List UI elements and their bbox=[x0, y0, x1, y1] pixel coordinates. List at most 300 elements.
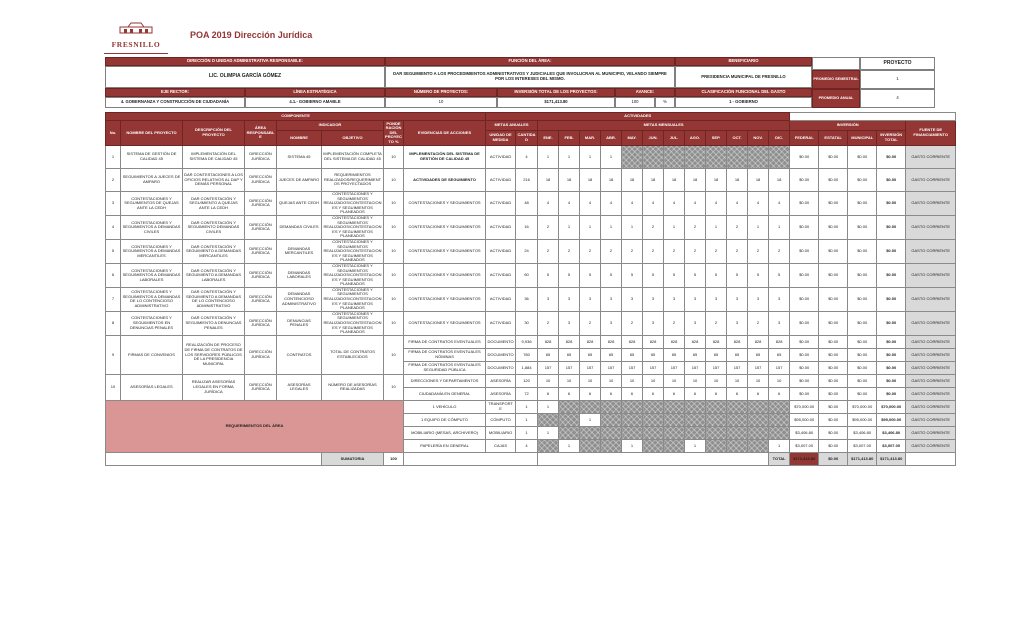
cell-mes-3: 828 bbox=[580, 335, 601, 348]
cell-mes-6 bbox=[643, 400, 664, 413]
cell-inversion-total: $0.00 bbox=[877, 192, 906, 216]
cell-mes-5: 2 bbox=[622, 239, 643, 263]
header-block bbox=[105, 57, 935, 108]
col-area-responsable: ÁREA RESPONSABLE bbox=[245, 121, 277, 146]
cell-fuente: GASTO CORRIENTE bbox=[906, 426, 956, 439]
cell-federal: $0.00 bbox=[790, 335, 819, 348]
cell-no: 7 bbox=[106, 287, 121, 311]
cell-municipal: $95,000.00 bbox=[848, 413, 877, 426]
cell-mes-8 bbox=[685, 426, 706, 439]
cell-mes-4: 65 bbox=[601, 348, 622, 361]
cell-mes-1: 18 bbox=[538, 169, 559, 192]
col-federal: FEDERAL bbox=[790, 131, 819, 146]
cell-municipal: $0.00 bbox=[848, 348, 877, 361]
cell-unidad: ASESORÍA bbox=[486, 374, 516, 387]
cell-mes-11: 2 bbox=[748, 239, 769, 263]
cell-cantidad: 30 bbox=[516, 311, 538, 335]
cell-inversion-total: $0.00 bbox=[877, 361, 906, 374]
beneficiario-value: PRESIDENCIA MUNICIPAL DE FRESNILLO bbox=[675, 66, 812, 88]
cell-federal: $0.00 bbox=[790, 374, 819, 387]
promedio-semestral-value: 1 bbox=[860, 70, 935, 89]
cell-indicador-objetivo: CONTESTACIONES Y SEGUIMIENTOS REALIZADOS/CONTESTACIONES Y SEGUIMIENTOS PLANEADOS bbox=[322, 287, 384, 311]
footer-row bbox=[106, 452, 956, 465]
cell-fuente: GASTO CORRIENTE bbox=[906, 348, 956, 361]
cell-mes-12 bbox=[769, 413, 790, 426]
cell-mes-7: 5 bbox=[664, 263, 685, 287]
cell-fuente: GASTO CORRIENTE bbox=[906, 311, 956, 335]
cell-mes-1: 10 bbox=[538, 374, 559, 387]
promedio-anual-value: 4 bbox=[860, 89, 935, 108]
cell-fuente: GASTO CORRIENTE bbox=[906, 361, 956, 374]
cell-mes-6: 2 bbox=[643, 239, 664, 263]
cell-mes-2 bbox=[559, 426, 580, 439]
cell-mes-12: 4 bbox=[769, 192, 790, 216]
cell-evidencia: FIRMA DE CONTRATOS EVENTUALES NÓMINAS bbox=[404, 348, 486, 361]
cell-mes-10: 5 bbox=[727, 263, 748, 287]
cell-descripcion: DAR CONTESTACIÓN Y SEGUIMIENTO A DENUNCIAS PENALES bbox=[183, 311, 245, 335]
cell-descripcion: DAR CONTESTACIÓN Y SEGUIMIENTO A DEMANDAS LABORALES bbox=[183, 263, 245, 287]
cell-mes-5: 3 bbox=[622, 287, 643, 311]
cell-mes-5: 6 bbox=[622, 387, 643, 400]
eje-rector-label: EJE RECTOR: bbox=[105, 88, 245, 97]
cell-nombre: SEGUIMIENTOS A JUECES DE AMPARO bbox=[121, 169, 183, 192]
cell-mes-1: 2 bbox=[538, 215, 559, 239]
cell-mes-12 bbox=[769, 400, 790, 413]
cell-mes-12 bbox=[769, 146, 790, 169]
cell-fuente: GASTO CORRIENTE bbox=[906, 263, 956, 287]
total-value-3: $171,413.80 bbox=[848, 452, 877, 465]
cell-mes-4: 3 bbox=[601, 311, 622, 335]
cell-mes-11: 4 bbox=[748, 192, 769, 216]
cell-mes-5: 5 bbox=[622, 263, 643, 287]
cell-municipal: $0.00 bbox=[848, 169, 877, 192]
col-mes-11: NOV. bbox=[748, 131, 769, 146]
cell-inversion-total: $0.00 bbox=[877, 335, 906, 348]
table-row bbox=[106, 146, 956, 169]
cell-mes-10: 2 bbox=[727, 239, 748, 263]
cell-mes-1: 2 bbox=[538, 239, 559, 263]
table-row bbox=[106, 192, 956, 216]
cell-mes-12: 3 bbox=[769, 287, 790, 311]
cell-mes-8 bbox=[685, 146, 706, 169]
num-proyectos-value: 10 bbox=[385, 97, 497, 108]
cell-no: 6 bbox=[106, 263, 121, 287]
cell-mes-5: 18 bbox=[622, 169, 643, 192]
cell-mes-4: 5 bbox=[601, 263, 622, 287]
sumatoria-value: 100 bbox=[384, 452, 404, 465]
cell-mes-8: 6 bbox=[685, 387, 706, 400]
cell-inversion-total: $3,007.00 bbox=[877, 439, 906, 452]
total-value-4: $171,413.80 bbox=[877, 452, 906, 465]
cell-estatal: $0.00 bbox=[819, 413, 848, 426]
cell-mes-11 bbox=[748, 439, 769, 452]
proyecto-box-spacer bbox=[812, 57, 860, 70]
cell-area: DIRECCIÓN JURÍDICA bbox=[245, 287, 277, 311]
cell-mes-2: 1 bbox=[559, 439, 580, 452]
cell-mes-7 bbox=[664, 426, 685, 439]
cell-mes-10: 10 bbox=[727, 374, 748, 387]
beneficiario-label: BENEFICIARIO bbox=[675, 57, 812, 66]
cell-unidad: DOCUMENTO bbox=[486, 335, 516, 348]
cell-ponderacion: 10 bbox=[384, 239, 404, 263]
sumatoria-label: SUMATORIA bbox=[322, 452, 384, 465]
proyecto-label: PROYECTO bbox=[860, 57, 935, 70]
cell-area: DIRECCIÓN JURÍDICA bbox=[245, 215, 277, 239]
cell-no: 8 bbox=[106, 311, 121, 335]
cell-ponderacion: 10 bbox=[384, 169, 404, 192]
cell-cantidad: 1 bbox=[516, 413, 538, 426]
cell-mes-7: 2 bbox=[664, 311, 685, 335]
cell-mes-3: 5 bbox=[580, 263, 601, 287]
cell-mes-12: 1 bbox=[769, 439, 790, 452]
col-cantidad: CANTIDAD bbox=[516, 131, 538, 146]
cell-ponderacion: 10 bbox=[384, 146, 404, 169]
cell-fuente: GASTO CORRIENTE bbox=[906, 192, 956, 216]
cell-descripcion: DAR CONTESTACIÓN Y SEGUIMIENTO DEMANDAS CIVILES bbox=[183, 215, 245, 239]
cell-mes-6: 18 bbox=[643, 169, 664, 192]
cell-indicador-objetivo: CONTESTACIONES Y SEGUIMIENTOS REALIZADOS/CONTESTACIONES Y SEGUIMIENTOS PLANEADOS bbox=[322, 263, 384, 287]
cell-mes-11 bbox=[748, 400, 769, 413]
cell-mes-3: 6 bbox=[580, 387, 601, 400]
cell-evidencia: IMPLEMENTACIÓN DEL SISTEMA DE GESTIÓN DE CALIDAD 45 bbox=[404, 146, 486, 169]
cell-mes-9: 1 bbox=[706, 215, 727, 239]
cell-fuente: GASTO CORRIENTE bbox=[906, 413, 956, 426]
cell-mes-1: 1 bbox=[538, 426, 559, 439]
cell-unidad: TRANSPORTE bbox=[486, 400, 516, 413]
col-indicador-nombre: NOMBRE bbox=[277, 131, 322, 146]
cell-mes-5: 4 bbox=[622, 192, 643, 216]
cell-mes-10 bbox=[727, 400, 748, 413]
cell-mes-2: 3 bbox=[559, 311, 580, 335]
cell-municipal: $0.00 bbox=[848, 361, 877, 374]
cell-mes-9: 6 bbox=[706, 387, 727, 400]
cell-no: 3 bbox=[106, 192, 121, 216]
cell-estatal: $0.00 bbox=[819, 287, 848, 311]
cell-mes-6: 5 bbox=[643, 263, 664, 287]
cell-federal: $0.00 bbox=[790, 169, 819, 192]
cell-mes-11 bbox=[748, 146, 769, 169]
cell-ponderacion: 10 bbox=[384, 192, 404, 216]
cell-municipal: $0.00 bbox=[848, 215, 877, 239]
col-unidad-medida: UNIDAD DE MEDIDA bbox=[486, 131, 516, 146]
cell-ponderacion: 10 bbox=[384, 287, 404, 311]
cell-evidencia: CIUDADANÍA EN GENERAL bbox=[404, 387, 486, 400]
cell-nombre: CONTESTACIONES Y SEGUIMIENTOS DE QUEJAS ANTE LA CEDH bbox=[121, 192, 183, 216]
cell-evidencia: 1 VEHÍCULO bbox=[404, 400, 486, 413]
cell-mes-6: 3 bbox=[643, 287, 664, 311]
cell-estatal: $0.00 bbox=[819, 348, 848, 361]
cell-mes-4: 6 bbox=[601, 387, 622, 400]
cell-federal: $0.00 bbox=[790, 263, 819, 287]
col-mes-7: JUL. bbox=[664, 131, 685, 146]
cell-mes-4: 1 bbox=[601, 215, 622, 239]
cell-mes-9 bbox=[706, 426, 727, 439]
logo-rule bbox=[104, 53, 168, 54]
table-row bbox=[106, 169, 956, 192]
cell-mes-9: 157 bbox=[706, 361, 727, 374]
cell-mes-6 bbox=[643, 146, 664, 169]
cell-mes-7: 4 bbox=[664, 192, 685, 216]
logo-text: FRESNILLO bbox=[111, 40, 161, 49]
cell-mes-1 bbox=[538, 439, 559, 452]
cell-inversion-total: $0.00 bbox=[877, 348, 906, 361]
cell-estatal: $0.00 bbox=[819, 215, 848, 239]
cell-nombre: FIRMAS DE CONVENIOS bbox=[121, 335, 183, 374]
cell-mes-3: 2 bbox=[580, 311, 601, 335]
num-proyectos-label: NÚMERO DE PROYECTOS: bbox=[385, 88, 497, 97]
col-inversion-total: INVERSIÓN TOTAL bbox=[877, 131, 906, 146]
eje-rector-value: 4. GOBERNANZA Y CONSTRUCCIÓN DE CIUDADANÍA bbox=[105, 97, 245, 108]
cell-mes-4: 4 bbox=[601, 192, 622, 216]
funcion-label: FUNCIÓN DEL ÁREA: bbox=[385, 57, 675, 66]
cell-indicador-objetivo: CONTESTACIONES Y SEGUIMIENTOS REALIZADOS/CONTESTACIONES Y SEGUIMIENTOS PLANEADOS bbox=[322, 311, 384, 335]
cell-cantidad: 72 bbox=[516, 387, 538, 400]
cell-mes-12: 2 bbox=[769, 239, 790, 263]
cell-mes-11: 18 bbox=[748, 169, 769, 192]
cell-mes-3 bbox=[580, 426, 601, 439]
cell-mes-11: 828 bbox=[748, 335, 769, 348]
cell-nombre: CONTESTACIONES Y SEGUIMIENTOS A DEMANDAS CIVILES bbox=[121, 215, 183, 239]
cell-mes-9: 2 bbox=[706, 239, 727, 263]
cell-mes-11: 157 bbox=[748, 361, 769, 374]
cell-evidencia: ACTIVIDADES DE SEGUIMIENTO bbox=[404, 169, 486, 192]
col-descripcion-proyecto: DESCRIPCIÓN DEL PROYECTO bbox=[183, 121, 245, 146]
table-row bbox=[106, 287, 956, 311]
cell-cantidad: 4 bbox=[516, 146, 538, 169]
cell-mes-12: 65 bbox=[769, 348, 790, 361]
col-mes-8: AGO. bbox=[685, 131, 706, 146]
cell-mes-7: 10 bbox=[664, 374, 685, 387]
cell-mes-11: 2 bbox=[748, 311, 769, 335]
cell-fuente: GASTO CORRIENTE bbox=[906, 239, 956, 263]
cell-indicador-objetivo: CONTESTACIONES Y SEGUIMIENTOS REALIZADOS/CONTESTACIONES Y SEGUIMIENTOS PLANEADOS bbox=[322, 239, 384, 263]
cell-mes-6: 2 bbox=[643, 215, 664, 239]
cell-mes-10 bbox=[727, 146, 748, 169]
cell-mes-1: 3 bbox=[538, 287, 559, 311]
cell-mes-3: 157 bbox=[580, 361, 601, 374]
cell-mes-9: 2 bbox=[706, 311, 727, 335]
cell-cantidad: 120 bbox=[516, 374, 538, 387]
cell-inversion-total: $0.00 bbox=[877, 215, 906, 239]
cell-unidad: ACTIVIDAD bbox=[486, 311, 516, 335]
cell-mes-10: 65 bbox=[727, 348, 748, 361]
cell-mes-11: 5 bbox=[748, 263, 769, 287]
cell-evidencia: PAPELERÍA EN GENERAL bbox=[404, 439, 486, 452]
cell-mes-10 bbox=[727, 413, 748, 426]
cell-federal: $3,406.80 bbox=[790, 426, 819, 439]
cell-indicador-objetivo: TOTAL DE CONTRATOS ESTABLECIDOS bbox=[322, 335, 384, 374]
cell-municipal: $0.00 bbox=[848, 146, 877, 169]
cell-indicador-nombre: ASESORÍAS LEGALES bbox=[277, 374, 322, 400]
cell-area: DIRECCIÓN JURÍDICA bbox=[245, 169, 277, 192]
cell-ponderacion: 10 bbox=[384, 374, 404, 400]
cell-indicador-nombre: DEMANDAS CONTENCIOSO ADMINISTRATIVO bbox=[277, 287, 322, 311]
cell-federal: $0.00 bbox=[790, 215, 819, 239]
cell-mes-8: 18 bbox=[685, 169, 706, 192]
cell-mes-7: 2 bbox=[664, 239, 685, 263]
cell-nombre: CONTESTACIONES Y SEGUIMIENTOS A DEMANDAS MERCANTILES bbox=[121, 239, 183, 263]
cell-no: 1 bbox=[106, 146, 121, 169]
cell-indicador-nombre: DEMANDAS LABORALES bbox=[277, 263, 322, 287]
linea-estrategica-label: LÍNEA ESTRATÉGICA bbox=[245, 88, 385, 97]
cell-municipal: $0.00 bbox=[848, 287, 877, 311]
cell-mes-5 bbox=[622, 400, 643, 413]
cell-inversion-total: $0.00 bbox=[877, 311, 906, 335]
cell-municipal: $3,007.00 bbox=[848, 439, 877, 452]
cell-mes-10: 828 bbox=[727, 335, 748, 348]
cell-area: DIRECCIÓN JURÍDICA bbox=[245, 311, 277, 335]
cell-municipal: $3,406.80 bbox=[848, 426, 877, 439]
cell-ponderacion: 10 bbox=[384, 335, 404, 374]
cell-evidencia: FIRMA DE CONTRATOS EVENTUALES SEGURIDAD PÚBLICA bbox=[404, 361, 486, 374]
cell-no: 2 bbox=[106, 169, 121, 192]
cell-inversion-total: $0.00 bbox=[877, 374, 906, 387]
cell-indicador-objetivo: CONTESTACIONES Y SEGUIMIENTOS REALIZADOS/CONTESTACIONES Y SEGUIMIENTOS PLANEADOS bbox=[322, 192, 384, 216]
cell-mes-4: 2 bbox=[601, 239, 622, 263]
clasificacion-value: 1 - GOBIERNO bbox=[675, 97, 812, 108]
cell-mes-2: 3 bbox=[559, 287, 580, 311]
cell-federal: $70,000.00 bbox=[790, 400, 819, 413]
cell-mes-12: 6 bbox=[769, 387, 790, 400]
cell-nombre: SISTEMA DE GESTIÓN DE CALIDAD 45 bbox=[121, 146, 183, 169]
cell-municipal: $0.00 bbox=[848, 387, 877, 400]
cell-mes-3 bbox=[580, 439, 601, 452]
cell-mes-6: 4 bbox=[643, 192, 664, 216]
cell-descripcion: REALIZAR ASESORÍAS LEGALES EN FORMA JURÍDICA bbox=[183, 374, 245, 400]
cell-mes-6 bbox=[643, 413, 664, 426]
cell-mes-1: 4 bbox=[538, 192, 559, 216]
cell-mes-9 bbox=[706, 413, 727, 426]
cell-mes-7: 1 bbox=[664, 215, 685, 239]
cell-area: DIRECCIÓN JURÍDICA bbox=[245, 146, 277, 169]
cell-mes-10: 6 bbox=[727, 387, 748, 400]
cell-cantidad: 24 bbox=[516, 239, 538, 263]
cell-area: DIRECCIÓN JURÍDICA bbox=[245, 263, 277, 287]
cell-mes-12: 3 bbox=[769, 311, 790, 335]
cell-inversion-total: $95,000.00 bbox=[877, 413, 906, 426]
cell-evidencia: CONTESTACIONES Y SEGUIMIENTOS bbox=[404, 239, 486, 263]
avance-label: AVANCE: bbox=[615, 88, 675, 97]
col-estatal: ESTATAL bbox=[819, 131, 848, 146]
cell-indicador-objetivo: REQUERIMIENTOS REALIZADOS/REQUERIMIENTOS PROYECTADOS bbox=[322, 169, 384, 192]
promedio-anual-label: PROMEDIO ANUAL bbox=[812, 89, 860, 108]
cell-descripcion: DAR CONTESTACIÓN Y SEGUIMIENTO A DEMANDAS MERCANTILES bbox=[183, 239, 245, 263]
cell-mes-7: 65 bbox=[664, 348, 685, 361]
cell-mes-9 bbox=[706, 146, 727, 169]
cell-federal: $0.00 bbox=[790, 361, 819, 374]
cell-mes-6 bbox=[643, 426, 664, 439]
cell-mes-10 bbox=[727, 426, 748, 439]
cell-mes-11: 3 bbox=[748, 287, 769, 311]
actividades-header: ACTIVIDADES bbox=[486, 113, 790, 121]
cell-mes-8: 3 bbox=[685, 287, 706, 311]
cell-evidencia: FIRMA DE CONTRATOS EVENTUALES bbox=[404, 335, 486, 348]
cell-mes-1: 157 bbox=[538, 361, 559, 374]
cell-descripcion: IMPLEMENTACIÓN DEL SISTEMA DE CALIDAD 45 bbox=[183, 146, 245, 169]
cell-mes-9: 5 bbox=[706, 263, 727, 287]
avance-value: 100 bbox=[615, 97, 655, 108]
cell-mes-6: 157 bbox=[643, 361, 664, 374]
cell-fuente: GASTO CORRIENTE bbox=[906, 215, 956, 239]
cell-estatal: $0.00 bbox=[819, 239, 848, 263]
cell-mes-10: 157 bbox=[727, 361, 748, 374]
cell-mes-9: 18 bbox=[706, 169, 727, 192]
cell-mes-4: 1 bbox=[601, 146, 622, 169]
table-row bbox=[106, 263, 956, 287]
cell-mes-4: 10 bbox=[601, 374, 622, 387]
cell-mes-6: 6 bbox=[643, 387, 664, 400]
direccion-label: DIRECCIÓN O UNIDAD ADMINISTRATIVA RESPONSABLE: bbox=[105, 57, 385, 66]
cell-mes-3: 4 bbox=[580, 192, 601, 216]
cell-area: DIRECCIÓN JURÍDICA bbox=[245, 335, 277, 374]
col-mes-4: ABR. bbox=[601, 131, 622, 146]
cell-estatal: $0.00 bbox=[819, 387, 848, 400]
cell-mes-2: 1 bbox=[559, 215, 580, 239]
cell-mes-8 bbox=[685, 413, 706, 426]
cell-mes-3: 65 bbox=[580, 348, 601, 361]
linea-estrategica-value: 4.1.- GOBIERNO AMABLE bbox=[245, 97, 385, 108]
cell-mes-5 bbox=[622, 146, 643, 169]
cell-mes-6: 828 bbox=[643, 335, 664, 348]
cell-federal: $0.00 bbox=[790, 239, 819, 263]
cell-cantidad: 216 bbox=[516, 169, 538, 192]
cell-mes-12: 10 bbox=[769, 374, 790, 387]
footer-spacer bbox=[404, 452, 538, 465]
cell-mes-8 bbox=[685, 400, 706, 413]
cell-fuente: GASTO CORRIENTE bbox=[906, 335, 956, 348]
cell-nombre: CONTESTACIONES Y SEGUIMIENTOS A DEMANDAS LABORALES bbox=[121, 263, 183, 287]
cell-indicador-objetivo: CONTESTACIONES Y SEGUIMIENTOS REALIZADOS/CONTESTACIONES Y SEGUIMIENTOS PLANEADOS bbox=[322, 215, 384, 239]
cell-unidad: DOCUMENTO bbox=[486, 361, 516, 374]
cell-mes-8: 157 bbox=[685, 361, 706, 374]
cell-indicador-objetivo: NÚMERO DE ASESORÍAS REALIZADAS bbox=[322, 374, 384, 400]
cell-fuente: GASTO CORRIENTE bbox=[906, 439, 956, 452]
cell-mes-10: 2 bbox=[727, 215, 748, 239]
cell-unidad: CÓMPUTO bbox=[486, 413, 516, 426]
cell-mes-12: 157 bbox=[769, 361, 790, 374]
cell-mes-3 bbox=[580, 400, 601, 413]
fresnillo-logo bbox=[104, 22, 168, 54]
cell-mes-2: 2 bbox=[559, 239, 580, 263]
cell-cantidad: 60 bbox=[516, 263, 538, 287]
cell-mes-6 bbox=[643, 439, 664, 452]
cell-mes-1: 5 bbox=[538, 263, 559, 287]
cell-inversion-total: $70,000.00 bbox=[877, 400, 906, 413]
cell-cantidad: 36 bbox=[516, 287, 538, 311]
cell-mes-4: 3 bbox=[601, 287, 622, 311]
cell-mes-2: 6 bbox=[559, 387, 580, 400]
table-row bbox=[106, 311, 956, 335]
cell-municipal: $0.00 bbox=[848, 239, 877, 263]
cell-mes-5: 10 bbox=[622, 374, 643, 387]
cell-no: 4 bbox=[106, 215, 121, 239]
cell-mes-7 bbox=[664, 439, 685, 452]
cell-mes-7: 3 bbox=[664, 287, 685, 311]
cell-mes-4 bbox=[601, 439, 622, 452]
cell-estatal: $0.00 bbox=[819, 400, 848, 413]
total-value-1: $171,413.80 bbox=[790, 452, 819, 465]
cell-mes-11 bbox=[748, 413, 769, 426]
cell-cantidad: 1 bbox=[516, 400, 538, 413]
cell-mes-12: 18 bbox=[769, 169, 790, 192]
cell-mes-2: 4 bbox=[559, 192, 580, 216]
cell-evidencia: CONTESTACIONES Y SEGUIMIENTOS bbox=[404, 192, 486, 216]
col-ponderacion: PONDERACIÓN DEL PROYECTO % bbox=[385, 120, 402, 144]
col-metas-anuales: METAS ANUALES bbox=[486, 121, 538, 131]
cell-ponderacion: 10 bbox=[384, 263, 404, 287]
cell-mes-3: 1 bbox=[580, 146, 601, 169]
cell-inversion-total: $0.00 bbox=[877, 169, 906, 192]
